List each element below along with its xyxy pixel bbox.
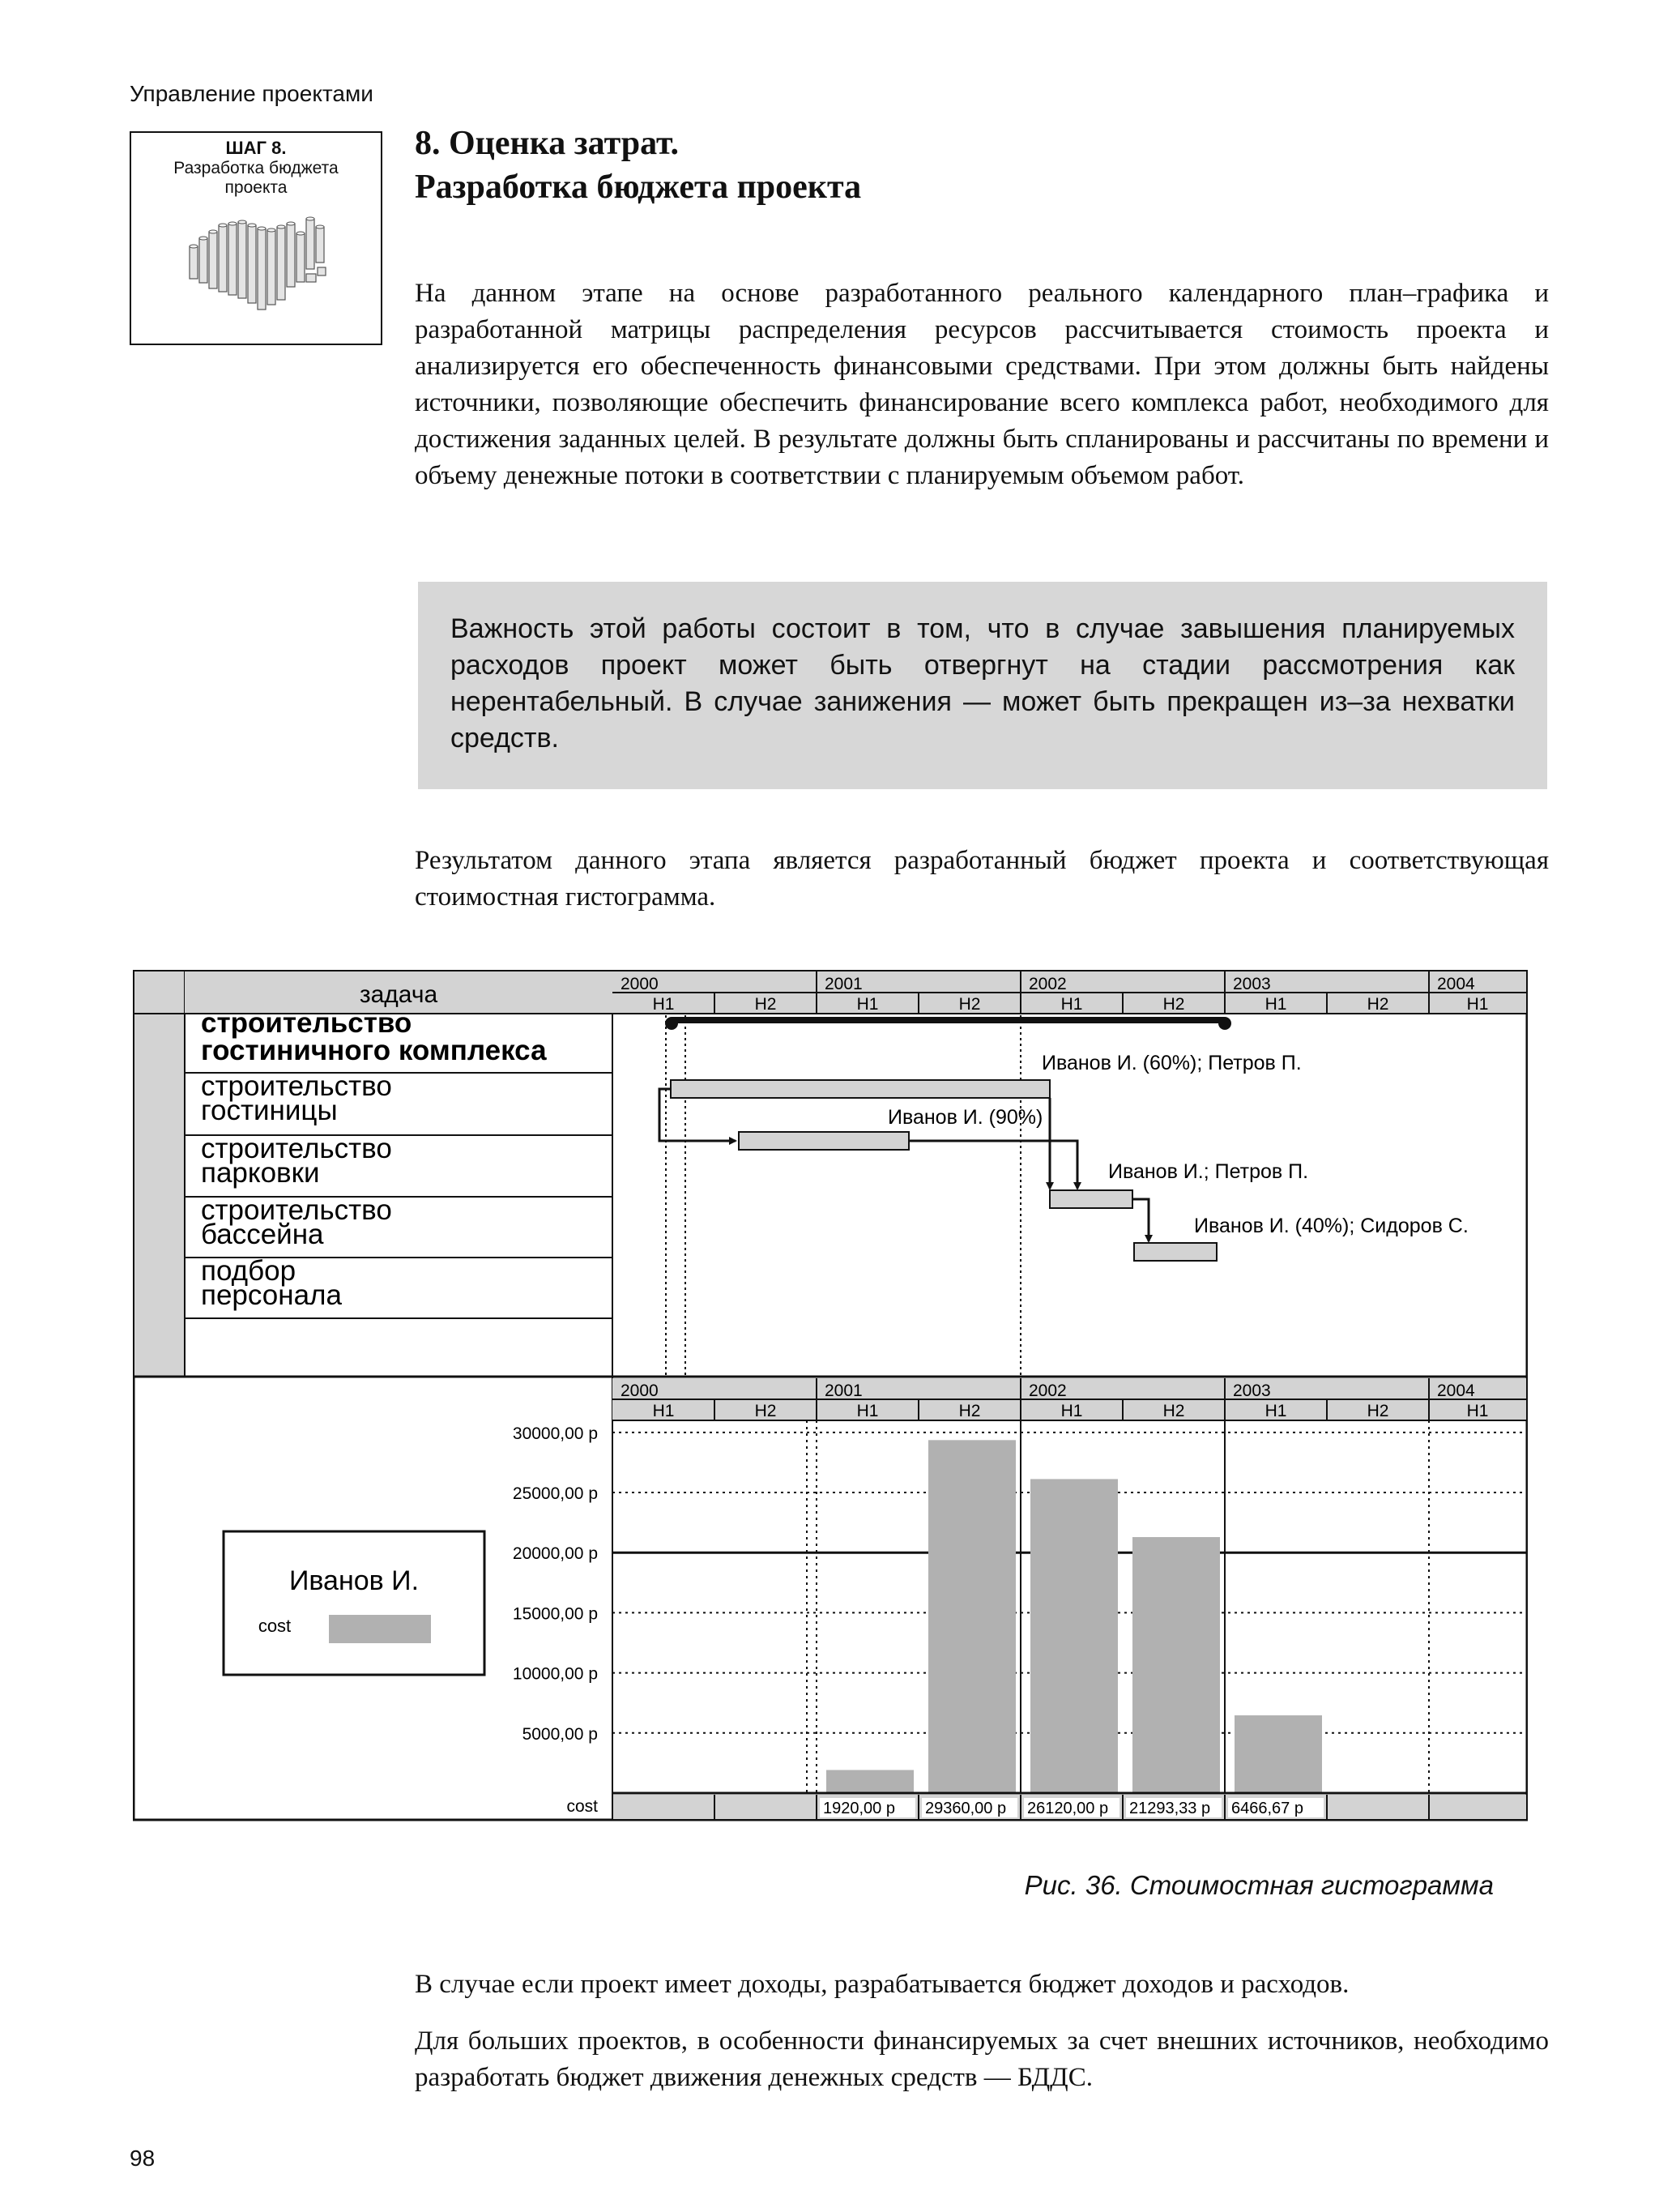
- cost-cell-value: 1920,00 р: [823, 1800, 895, 1817]
- cost-row: [566, 1793, 1526, 1819]
- histogram-bar: [826, 1770, 914, 1793]
- year-label: 2002: [1029, 1381, 1067, 1400]
- histogram-y-axis: [513, 1424, 598, 1744]
- half-label: H1: [652, 995, 675, 1014]
- summary-bar-end: [1218, 1017, 1231, 1030]
- heading-line: Разработка бюджета проекта: [415, 169, 862, 206]
- task-name: парковки: [201, 1157, 320, 1189]
- resource-label: Иванов И. (90%): [888, 1106, 1043, 1129]
- year-label: 2001: [825, 1381, 863, 1400]
- running-title: Управление проектами: [130, 81, 373, 106]
- half-label: H1: [1466, 995, 1489, 1014]
- resource-label: Иванов И. (40%); Сидоров С.: [1194, 1215, 1469, 1237]
- task-bar: [739, 1132, 909, 1150]
- half-label: H2: [958, 995, 981, 1014]
- step-subtitle-line: проекта: [224, 178, 288, 197]
- income-paragraph: В случае если проект имеет доходы, разрабатывается бюджет доходов и расходов.: [415, 1970, 1350, 1999]
- task-name: гостиничного комплекса: [201, 1035, 547, 1066]
- legend-box: [224, 1531, 484, 1675]
- task-name: гостиницы: [201, 1095, 338, 1126]
- task-name: строительство: [201, 1007, 412, 1039]
- task-name: строительство: [201, 1194, 392, 1226]
- year-label: 2001: [825, 975, 863, 993]
- half-label: H2: [1162, 1402, 1185, 1420]
- histogram-bar: [1132, 1537, 1220, 1793]
- task-name: бассейна: [201, 1219, 324, 1250]
- task-bar: [1050, 1190, 1132, 1208]
- task-rows: [185, 1007, 612, 1318]
- half-label: H2: [754, 995, 777, 1014]
- y-tick-label: 10000,00 р: [512, 1664, 598, 1684]
- summary-bar-start: [665, 1017, 678, 1030]
- step-title: ШАГ 8.: [225, 138, 287, 158]
- usa-map-cylinders-icon: [188, 214, 334, 319]
- y-tick-label: 15000,00 р: [512, 1604, 598, 1624]
- figure-caption: Рис. 36. Стоимостная гистограмма: [1024, 1870, 1494, 1900]
- summary-bar: [665, 1017, 1231, 1030]
- cost-cell-value: 26120,00 р: [1027, 1800, 1109, 1817]
- year-label: 2002: [1029, 975, 1067, 993]
- page-number: 98: [130, 2146, 156, 2171]
- half-label: H1: [652, 1402, 675, 1420]
- task-name: строительство: [201, 1133, 392, 1164]
- resource-label: Иванов И. (60%); Петров П.: [1042, 1052, 1302, 1074]
- histogram-bar: [928, 1440, 1016, 1793]
- half-label: H2: [754, 1402, 777, 1420]
- callout-text: Важность этой работы состоит в том, что в случае завышения планируемых расходов проект может быть отвергнут на стадии рассмотрения как нерентабельный. В случае занижения — может быть прекращен из–за нехватки средств.: [450, 613, 1515, 754]
- half-label: H1: [1060, 995, 1083, 1014]
- callout-box: [418, 582, 1547, 789]
- section-heading: [415, 122, 861, 209]
- cost-histogram-figure: [133, 970, 1528, 1826]
- histogram-bar: [1235, 1715, 1322, 1793]
- year-label: 2004: [1437, 1381, 1475, 1400]
- half-label: H2: [1367, 995, 1389, 1014]
- task-name: персонала: [201, 1279, 342, 1311]
- histogram-bar: [1030, 1479, 1118, 1793]
- year-label: 2000: [621, 1381, 659, 1400]
- chart-legend: [224, 1531, 484, 1675]
- intro-paragraph: На данном этапе на основе разработанного реального календарного план–графика и разработанной матрицы распределения ресурсов рассчитывается стоимость проекта и анализируется его обеспеченность финансовыми средствами. При этом должны быть найдены источники, позволяющие обеспечить финансирование всего комплекса работ, необходимого для достижения заданных целей. В результате должны быть спланированы и рассчитаны по времени и объему денежные потоки в соответствии с планируемым объемом работ.: [415, 279, 1549, 490]
- half-label: H2: [958, 1402, 981, 1420]
- half-label: H2: [1367, 1402, 1389, 1420]
- task-name: строительство: [201, 1070, 392, 1102]
- half-label: H1: [856, 995, 879, 1014]
- task-header: задача: [359, 981, 438, 1008]
- year-label: 2000: [621, 975, 659, 993]
- cost-cell-value: 21293,33 р: [1129, 1800, 1211, 1817]
- half-label: H2: [1162, 995, 1185, 1014]
- legend-entry-label: cost: [258, 1616, 292, 1636]
- year-label: 2004: [1437, 975, 1475, 993]
- dependency-arrow: [1132, 1199, 1149, 1241]
- half-label: H1: [1265, 1402, 1287, 1420]
- year-label: 2003: [1233, 975, 1271, 993]
- step-subtitle: [131, 159, 381, 198]
- legend-swatch: [329, 1615, 431, 1643]
- y-tick-label: 25000,00 р: [512, 1484, 598, 1504]
- cost-cell-value: 29360,00 р: [925, 1800, 1007, 1817]
- task-name: подбор: [201, 1255, 296, 1287]
- half-label: H1: [1060, 1402, 1083, 1420]
- step-subtitle-line: Разработка бюджета: [173, 159, 339, 177]
- legend-title: Иванов И.: [288, 1565, 420, 1596]
- y-tick-label: 5000,00 р: [522, 1724, 598, 1744]
- half-label: H1: [856, 1402, 879, 1420]
- y-tick-label: 30000,00 р: [512, 1424, 598, 1443]
- heading-line: 8. Оценка затрат.: [415, 125, 679, 162]
- step-box: [130, 131, 382, 345]
- result-paragraph: Результатом данного этапа является разработанный бюджет проекта и соответствующая стоимостная гистограмма.: [415, 846, 1549, 912]
- dependency-arrow: [909, 1141, 1077, 1189]
- year-label: 2003: [1233, 1381, 1271, 1400]
- timeline-header-bottom: [612, 1378, 1526, 1420]
- y-tick-label: 20000,00 р: [512, 1544, 598, 1564]
- bdds-paragraph: Для больших проектов, в особенности финансируемых за счет внешних источников, необходимо разработать бюджет движения денежных средств — БДДС.: [415, 2026, 1549, 2092]
- resource-label: Иванов И.; Петров П.: [1108, 1160, 1309, 1183]
- half-label: H1: [1265, 995, 1287, 1014]
- task-bar: [671, 1080, 1050, 1098]
- timeline-header-top: [612, 971, 1526, 1014]
- figure-canvas: [133, 970, 1528, 1822]
- cost-cell-value: 6466,67 р: [1231, 1800, 1303, 1817]
- row-number-column: [134, 971, 185, 1377]
- half-label: H1: [1466, 1402, 1489, 1420]
- task-bar: [1134, 1243, 1217, 1261]
- cost-row-label: cost: [566, 1797, 598, 1816]
